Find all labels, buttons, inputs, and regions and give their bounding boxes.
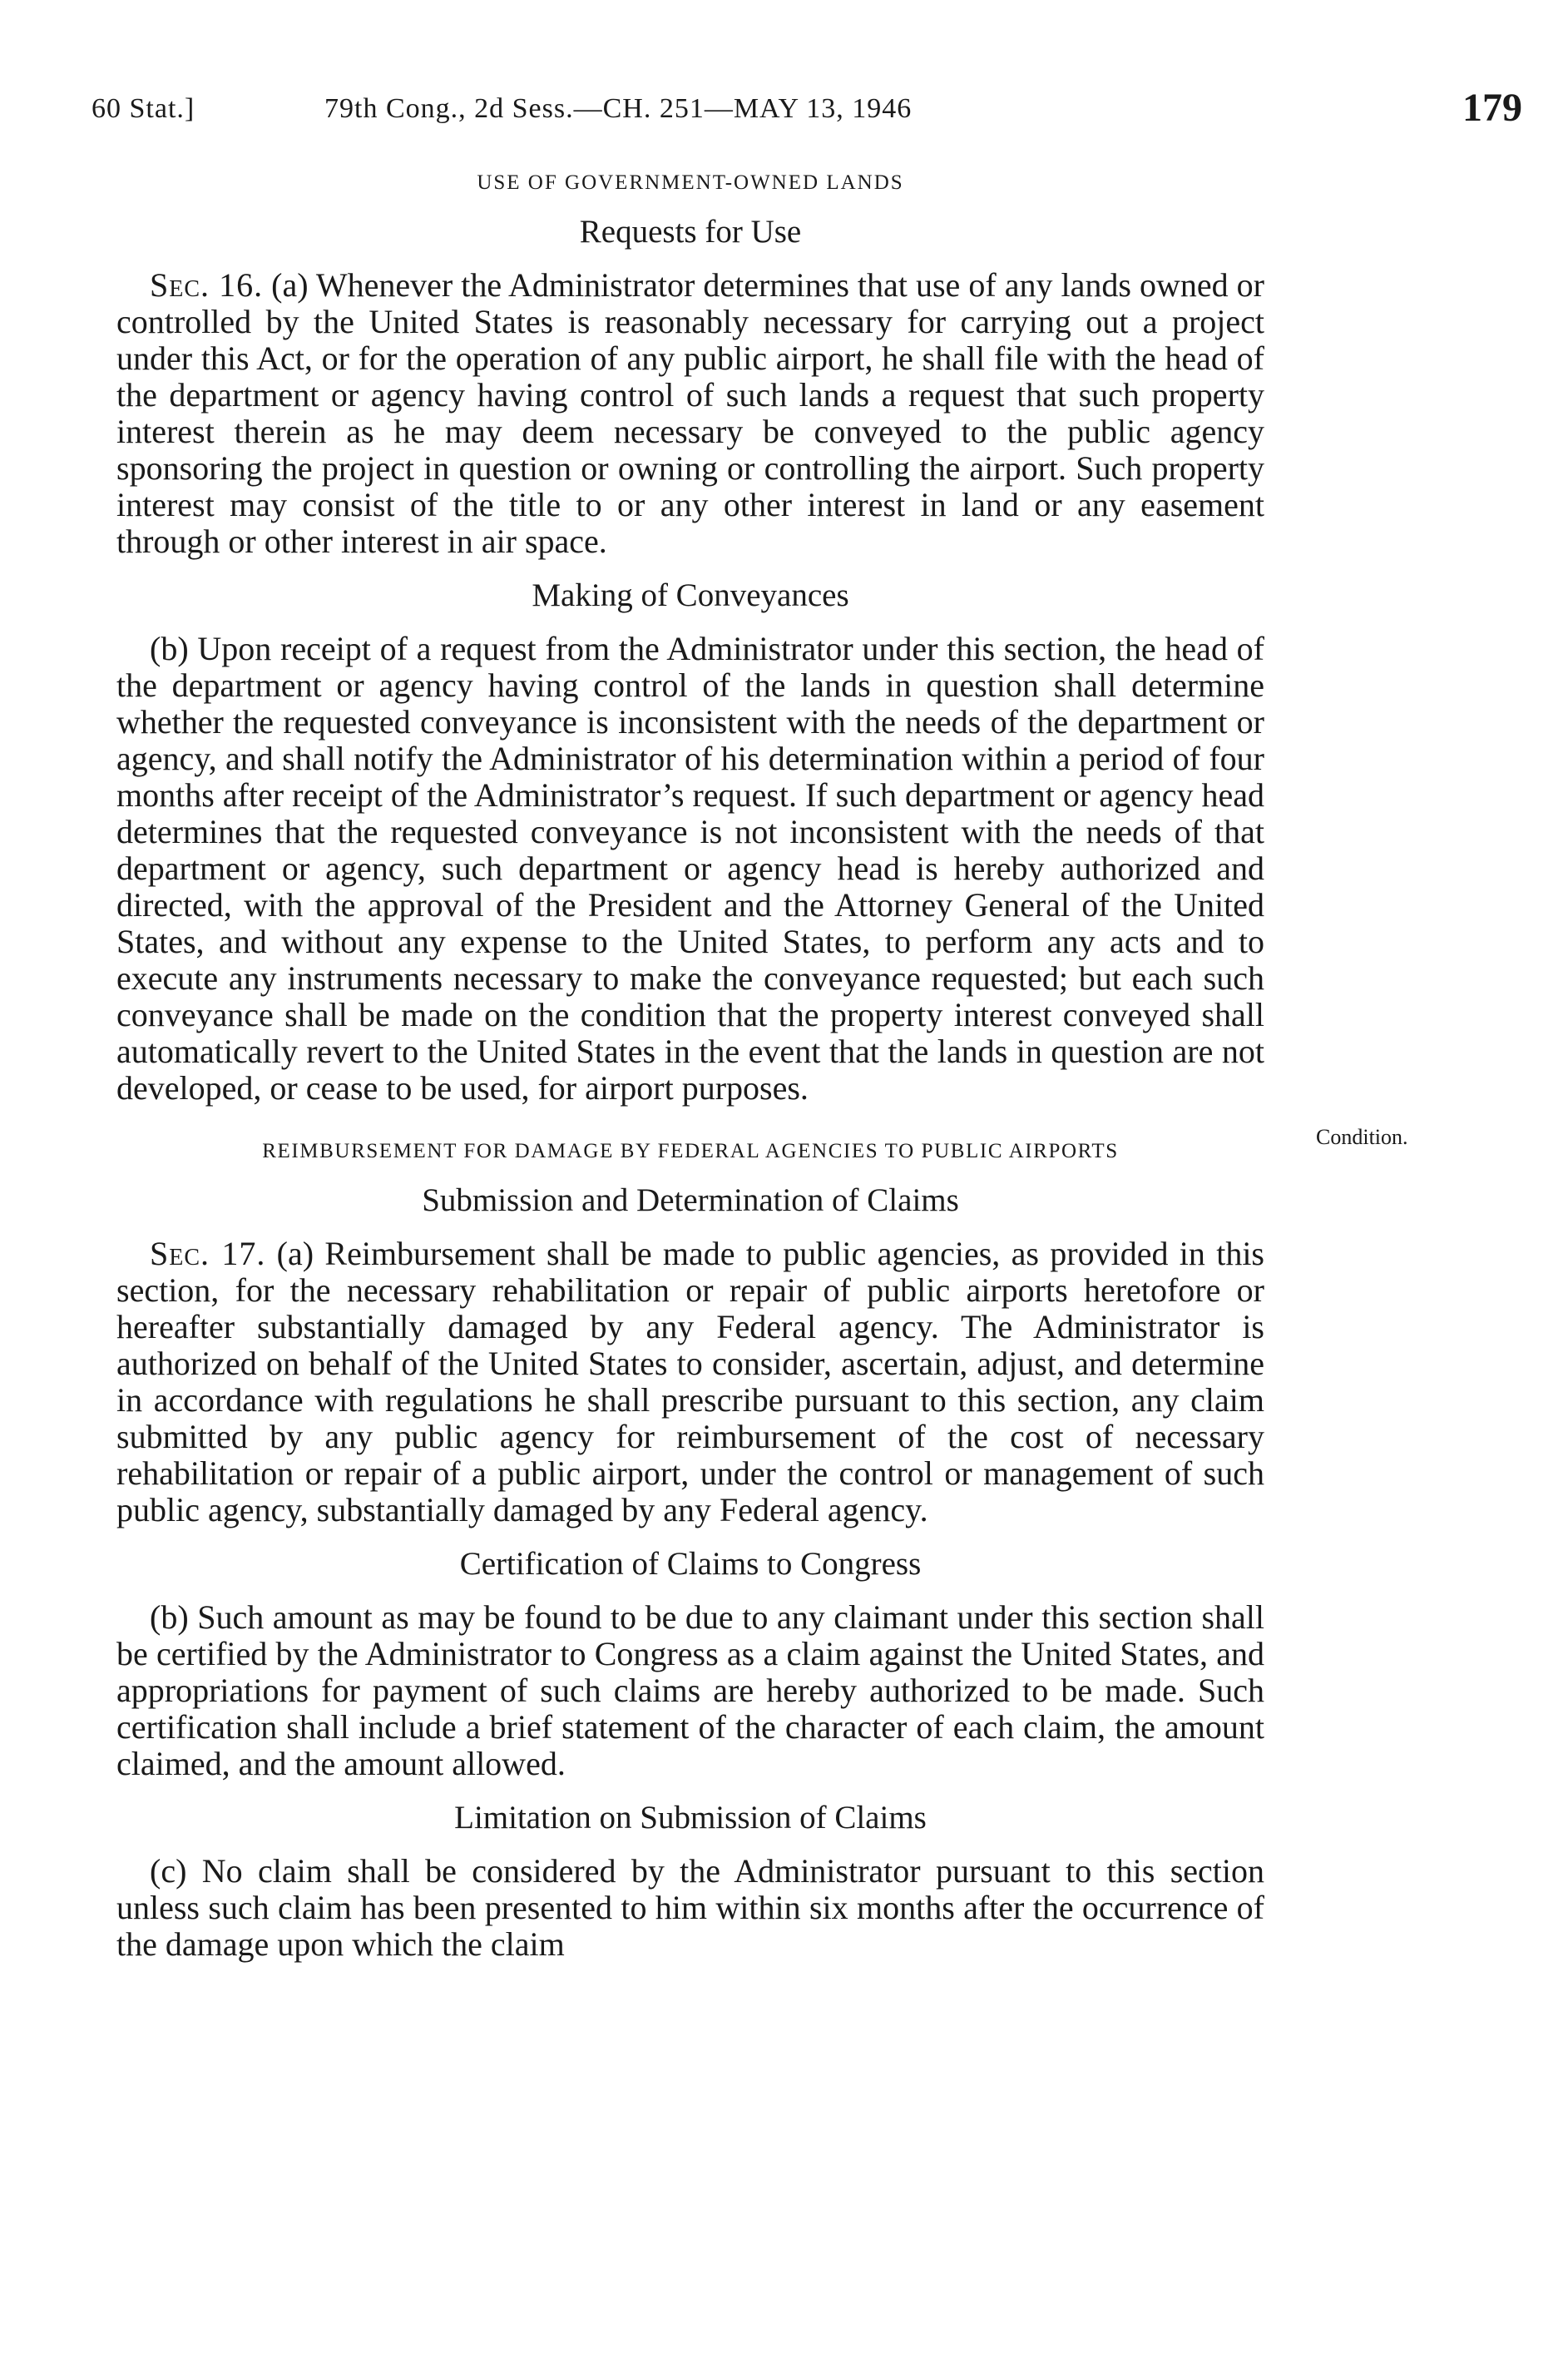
main-text-column bbox=[116, 158, 1264, 1963]
sec-16-b-paragraph: (b) Upon receipt of a request from the Administrator under this section, the head of the department or agency having control of the lands in question shall determine whether the requested conveyance is inconsistent with the needs of the department or agency, and shall notify the Administrator of his determination within a period of four months after receipt of the Administrator’s request. If such department or agency head determines that the requested conveyance is not inconsistent with the needs of that department or agency, such department or agency head is hereby authorized and directed, with the approval of the President and the Attorney General of the United States, and without any expense to the United States, to perform any acts and to execute any instruments necessary to make the conveyance requested; but each such conveyance shall be made on the condition that the property interest conveyed shall automatically revert to the United States in the event that the lands in question are not developed, or cease to be used, for airport purposes. bbox=[116, 630, 1264, 1107]
sec-16-label: Sec. 16. bbox=[150, 266, 264, 304]
statute-volume-citation: 60 Stat.] bbox=[92, 93, 195, 124]
subheading-limitation-on-claims: Limitation on Submission of Claims bbox=[454, 1800, 927, 1835]
congress-session-chapter-date: 79th Cong., 2d Sess.—CH. 251—MAY 13, 1946 bbox=[324, 93, 913, 124]
subheading-requests-for-use: Requests for Use bbox=[579, 214, 802, 250]
running-head bbox=[92, 86, 1522, 140]
sec-17-c-paragraph: (c) No claim shall be considered by the Administrator pursuant to this section unless such claim has been presented to him within six months after the occurrence of the damage upon which the claim bbox=[116, 1852, 1264, 1963]
section-heading-use-of-lands: USE OF GOVERNMENT-OWNED LANDS bbox=[477, 171, 904, 194]
subheading-certification-of-claims: Certification of Claims to Congress bbox=[459, 1546, 922, 1582]
subheading-making-of-conveyances: Making of Conveyances bbox=[532, 577, 849, 613]
sec-16-a-paragraph bbox=[116, 267, 1264, 560]
sec-17-label: Sec. 17. bbox=[150, 1235, 266, 1272]
sec-17-b-paragraph: (b) Such amount as may be found to be due to any claimant under this section shall be certified by the Administrator to Congress as a claim against the United States, and appropriations for payment of such claims are hereby authorized to be made. Such certification shall include a brief statement of the character of each claim, the amount claimed, and the amount allowed. bbox=[116, 1598, 1264, 1782]
section-heading-reimbursement: REIMBURSEMENT FOR DAMAGE BY FEDERAL AGENCIES TO PUBLIC AIRPORTS bbox=[262, 1140, 1119, 1162]
page-number: 179 bbox=[1462, 86, 1522, 130]
sec-16-a-text: (a) Whenever the Administrator determines that use of any lands owned or controlled by the United States is reasonably necessary for carrying out a project under this Act, or for the operation of any public airport, he shall file with the head of the department or agency having control of such lands a request that such property interest therein as he may deem necessary be conveyed to the public agency sponsoring the project in question or owning or controlling the airport. Such property interest may consist of the title to or any other interest in land or any easement through or other interest in air space. bbox=[116, 266, 1264, 560]
sec-17-a-paragraph bbox=[116, 1236, 1264, 1528]
margin-note-condition: Condition. bbox=[1316, 1125, 1408, 1149]
sec-17-a-text: (a) Reimbursement shall be made to public agencies, as provided in this section, for the necessary rehabilitation or repair of public airports heretofore or hereafter substantially damaged by any Federal agency. The Administrator is authorized on behalf of the United States to consider, ascertain, adjust, and determine in accordance with regulations he shall prescribe pursuant to this section, any claim submitted by any public agency for reimbursement of the cost of necessary rehabilitation or repair of a public airport, under the control or management of such public agency, substantially damaged by any Federal agency. bbox=[116, 1235, 1264, 1528]
subheading-submission-of-claims: Submission and Determination of Claims bbox=[422, 1182, 959, 1218]
